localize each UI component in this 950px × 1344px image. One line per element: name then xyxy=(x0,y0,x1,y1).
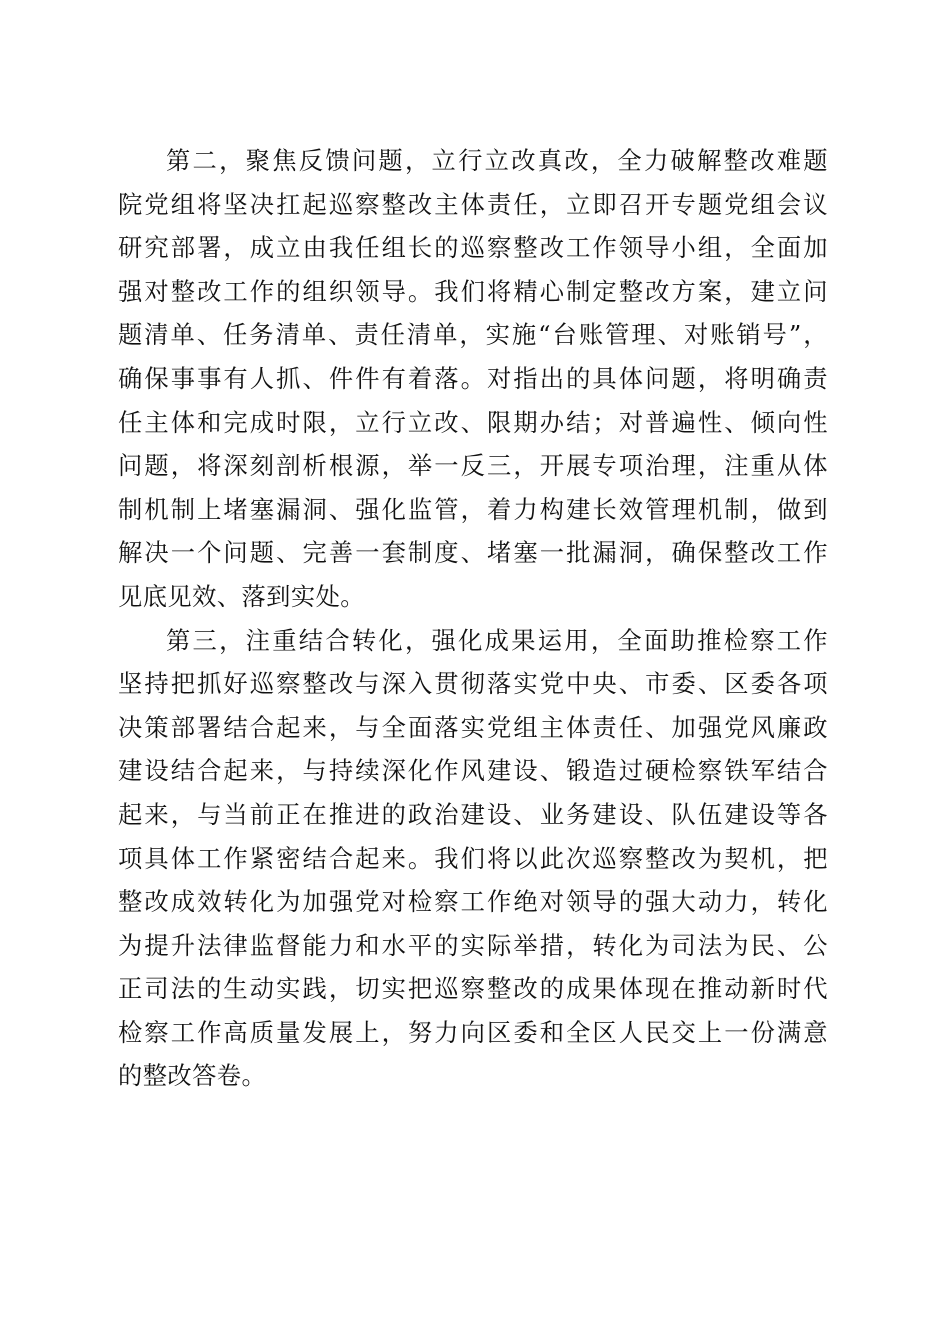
text-line: 强对整改工作的组织领导。我们将精心制定整改方案，建立问 xyxy=(118,276,828,306)
paragraph-heading-line: 第三，注重结合转化，强化成果运用，全面助推检察工作 xyxy=(166,625,828,655)
text-line: 院党组将坚决扛起巡察整改主体责任，立即召开专题党组会议 xyxy=(118,189,828,219)
text-line: 为提升法律监督能力和水平的实际举措，转化为司法为民、公 xyxy=(118,930,828,960)
paragraph-second xyxy=(118,139,828,619)
text-line: 整改成效转化为加强党对检察工作绝对领导的强大动力，转化 xyxy=(118,887,828,917)
document-body xyxy=(118,139,828,1098)
text-line: 项具体工作紧密结合起来。我们将以此次巡察整改为契机，把 xyxy=(118,843,828,873)
text-line: 见底见效、落到实处。 xyxy=(118,581,365,611)
text-line: 检察工作高质量发展上，努力向区委和全区人民交上一份满意 xyxy=(118,1017,828,1047)
text-line: 制机制上堵塞漏洞、强化监管，着力构建长效管理机制，做到 xyxy=(118,494,828,524)
text-line: 正司法的生动实践，切实把巡察整改的成果体现在推动新时代 xyxy=(118,974,828,1004)
text-line: 确保事事有人抓、件件有着落。对指出的具体问题，将明确责 xyxy=(118,363,828,393)
text-line: 的整改答卷。 xyxy=(118,1061,267,1091)
text-line: 题清单、任务清单、责任清单，实施“台账管理、对账销号”， xyxy=(118,320,828,350)
text-line: 解决一个问题、完善一套制度、堵塞一批漏洞，确保整改工作 xyxy=(118,538,828,568)
text-line: 研究部署，成立由我任组长的巡察整改工作领导小组，全面加 xyxy=(118,233,828,263)
text-line: 任主体和完成时限，立行立改、限期办结；对普遍性、倾向性 xyxy=(118,407,828,437)
text-line: 建设结合起来，与持续深化作风建设、锻造过硬检察铁军结合 xyxy=(118,756,828,786)
paragraph-heading-line: 第二，聚焦反馈问题，立行立改真改，全力破解整改难题 xyxy=(166,146,828,175)
paragraph-third xyxy=(118,619,828,1099)
text-line: 决策部署结合起来，与全面落实党组主体责任、加强党风廉政 xyxy=(118,712,828,742)
text-line: 坚持把抓好巡察整改与深入贯彻落实党中央、市委、区委各项 xyxy=(118,669,828,699)
text-line: 问题，将深刻剖析根源，举一反三，开展专项治理，注重从体 xyxy=(118,451,828,481)
text-line: 起来，与当前正在推进的政治建设、业务建设、队伍建设等各 xyxy=(118,799,828,829)
